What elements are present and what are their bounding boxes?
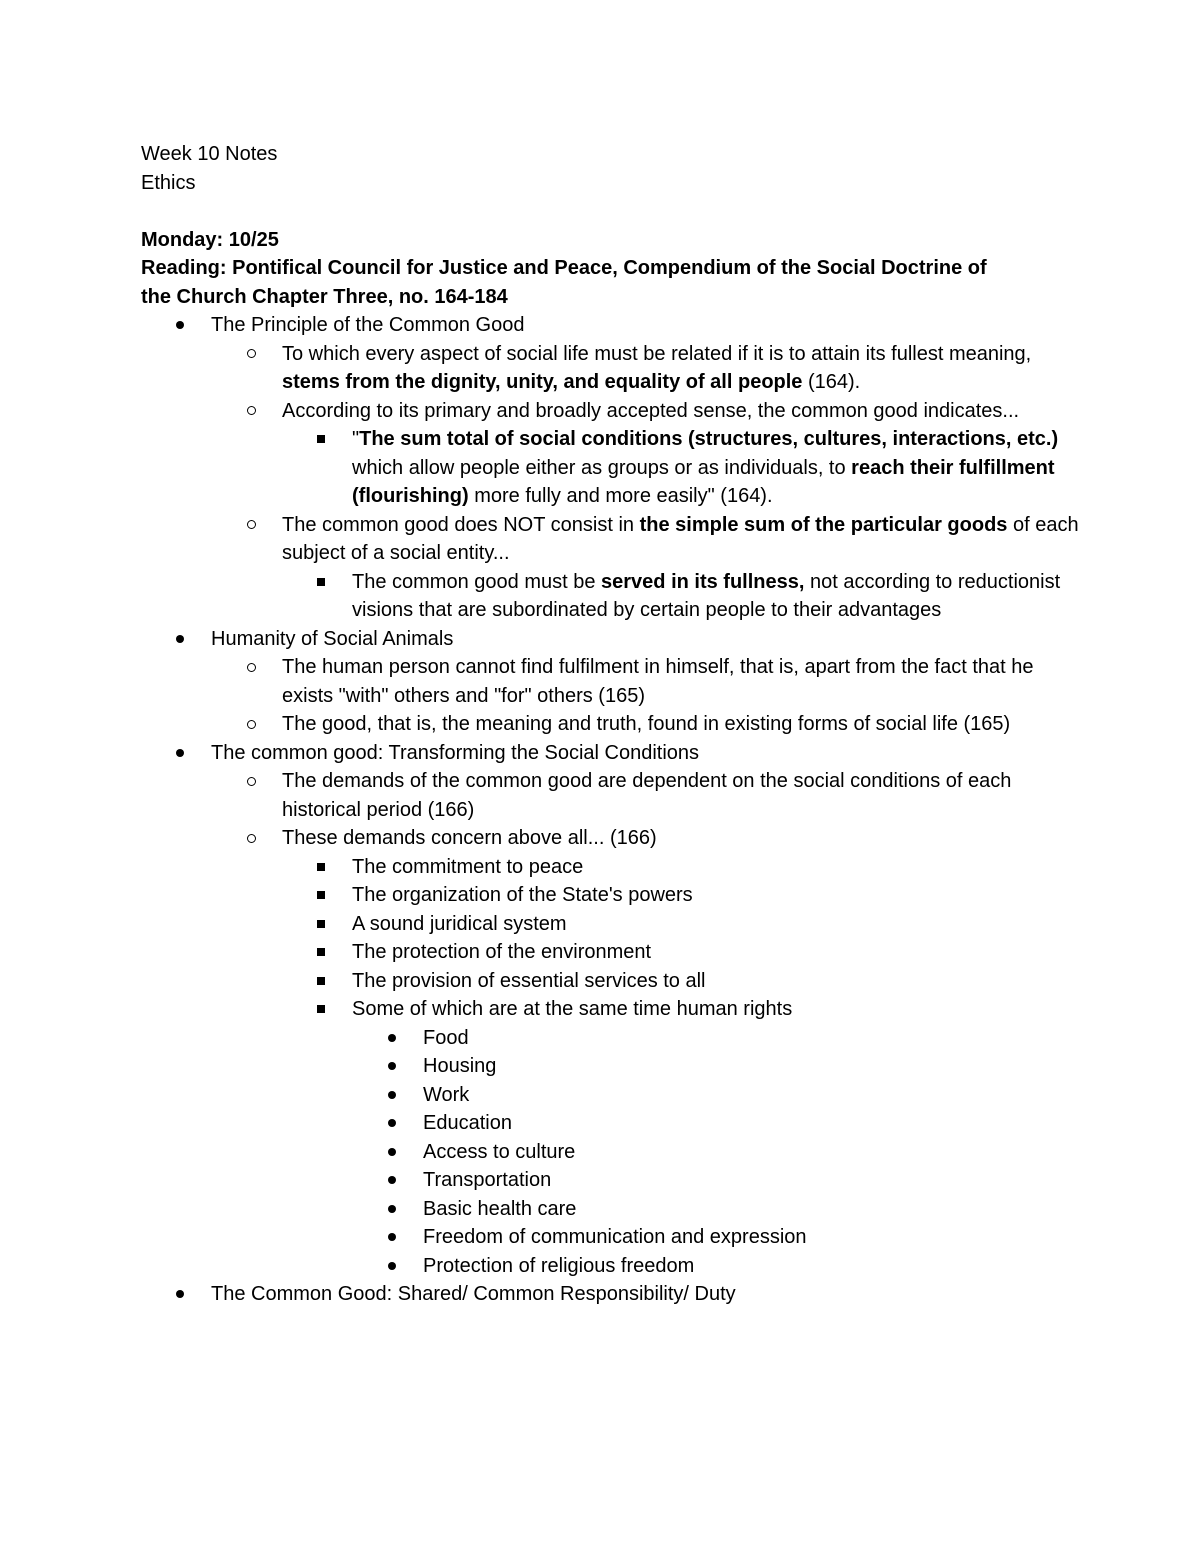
list-item: [141, 340, 1080, 397]
session-date: Monday: 10/25: [141, 228, 279, 251]
list-item: [141, 967, 1080, 996]
square-bullet-icon: [314, 853, 328, 882]
item-emphasis: the simple sum of the particular goods: [639, 513, 1008, 536]
list-item: [141, 1223, 1080, 1252]
section-title: The Principle of the Common Good: [211, 314, 525, 336]
item-text: not according to reductionist visions that are subordinated by certain people to their advantages: [352, 570, 1061, 621]
item-emphasis: reach their fulfillment (flourishing): [352, 456, 1055, 507]
list-item: [141, 653, 1080, 710]
item-text: Freedom of communication and expression: [423, 1226, 807, 1248]
item-text: ": [352, 428, 360, 450]
hollow-bullet-icon: [244, 340, 258, 369]
list-item: [141, 1138, 1080, 1167]
hollow-bullet-icon: [244, 767, 258, 796]
square-bullet-icon: [314, 910, 328, 939]
bullet-icon: [173, 625, 187, 654]
item-text: The common good does NOT consist in: [282, 513, 640, 536]
item-text: The commitment to peace: [352, 855, 584, 878]
bullet-icon: [385, 1081, 399, 1110]
item-emphasis: The sum total of social conditions (structures, cultures, interactions, etc.): [359, 428, 1059, 450]
list-item: [141, 511, 1080, 568]
item-text: more fully and more easily" (164).: [468, 485, 773, 507]
item-text: (164).: [802, 371, 861, 393]
item-text: A sound juridical system: [352, 912, 567, 935]
list-item: [141, 938, 1080, 967]
item-text: Transportation: [423, 1169, 552, 1191]
item-text: According to its primary and broadly accepted sense, the common good indicates...: [282, 399, 1020, 422]
hollow-bullet-icon: [244, 710, 258, 739]
item-text: The good, that is, the meaning and truth, found in existing forms of social life (165): [282, 713, 1011, 735]
list-item: [141, 881, 1080, 910]
section-title: The common good: Transforming the Social Conditions: [211, 741, 700, 764]
square-bullet-icon: [314, 938, 328, 967]
list-item: [141, 1109, 1080, 1138]
list-item: [141, 1252, 1080, 1281]
list-item: [141, 1081, 1080, 1110]
bullet-icon: [385, 1052, 399, 1081]
item-text: Food: [423, 1026, 469, 1049]
item-text: These demands concern above all... (166): [282, 827, 657, 849]
list-item: [141, 853, 1080, 882]
item-text: The demands of the common good are dependent on the social conditions of each historical period (166): [282, 770, 1012, 821]
list-item: [141, 397, 1080, 426]
item-text: Housing: [423, 1055, 497, 1077]
item-text: which allow people either as groups or as individuals, to: [352, 456, 852, 479]
item-text: of each subject of a social entity...: [282, 513, 1079, 564]
reading-line-1: Reading: Pontifical Council for Justice and Peace, Compendium of the Social Doctrine of: [141, 257, 987, 279]
bullet-icon: [173, 311, 187, 340]
hollow-bullet-icon: [244, 653, 258, 682]
notes-title: Week 10 Notes: [141, 143, 278, 165]
reading-line-2: the Church Chapter Three, no. 164-184: [141, 285, 508, 308]
item-text: To which every aspect of social life must be related if it is to attain its fullest meaning,: [282, 342, 1032, 365]
square-bullet-icon: [314, 881, 328, 910]
list-item: [141, 1195, 1080, 1224]
list-item: [141, 767, 1080, 824]
list-item: [141, 1166, 1080, 1195]
item-text: The protection of the environment: [352, 941, 652, 963]
list-item: [141, 425, 1080, 511]
item-text: The organization of the State's powers: [352, 884, 693, 906]
bullet-icon: [385, 1109, 399, 1138]
spacer: [141, 197, 1080, 226]
bullet-icon: [385, 1252, 399, 1281]
list-item: [141, 1024, 1080, 1053]
list-item: [141, 710, 1080, 739]
item-text: The provision of essential services to all: [352, 969, 706, 992]
item-text: Access to culture: [423, 1140, 576, 1163]
item-text: Basic health care: [423, 1197, 577, 1220]
item-emphasis: served in its fullness,: [601, 570, 805, 593]
bullet-icon: [385, 1223, 399, 1252]
section-title: The Common Good: Shared/ Common Responsibility/ Duty: [211, 1283, 736, 1305]
bullet-icon: [173, 739, 187, 768]
square-bullet-icon: [314, 995, 328, 1024]
section-title: Humanity of Social Animals: [211, 627, 454, 650]
item-text: Some of which are at the same time human rights: [352, 998, 793, 1020]
hollow-bullet-icon: [244, 824, 258, 853]
course-name: Ethics: [141, 171, 196, 194]
item-text: Protection of religious freedom: [423, 1254, 695, 1277]
square-bullet-icon: [314, 568, 328, 597]
item-text: The common good must be: [352, 570, 602, 593]
bullet-icon: [173, 1280, 187, 1309]
list-item: [141, 568, 1080, 625]
item-text: The human person cannot find fulfilment in himself, that is, apart from the fact that he exists "with" others and "for" others (165): [282, 656, 1034, 707]
square-bullet-icon: [314, 967, 328, 996]
list-item: [141, 995, 1080, 1024]
hollow-bullet-icon: [244, 511, 258, 540]
item-emphasis: stems from the dignity, unity, and equality of all people: [282, 371, 803, 393]
list-item: [141, 824, 1080, 853]
list-item: [141, 739, 1080, 768]
outline-list: [141, 311, 1080, 1309]
list-item: [141, 311, 1080, 340]
list-item: [141, 625, 1080, 654]
list-item: [141, 910, 1080, 939]
square-bullet-icon: [314, 425, 328, 454]
bullet-icon: [385, 1138, 399, 1167]
list-item: [141, 1052, 1080, 1081]
bullet-icon: [385, 1024, 399, 1053]
hollow-bullet-icon: [244, 397, 258, 426]
list-item: [141, 1280, 1080, 1309]
bullet-icon: [385, 1166, 399, 1195]
item-text: Work: [423, 1083, 470, 1106]
bullet-icon: [385, 1195, 399, 1224]
item-text: Education: [423, 1112, 512, 1134]
